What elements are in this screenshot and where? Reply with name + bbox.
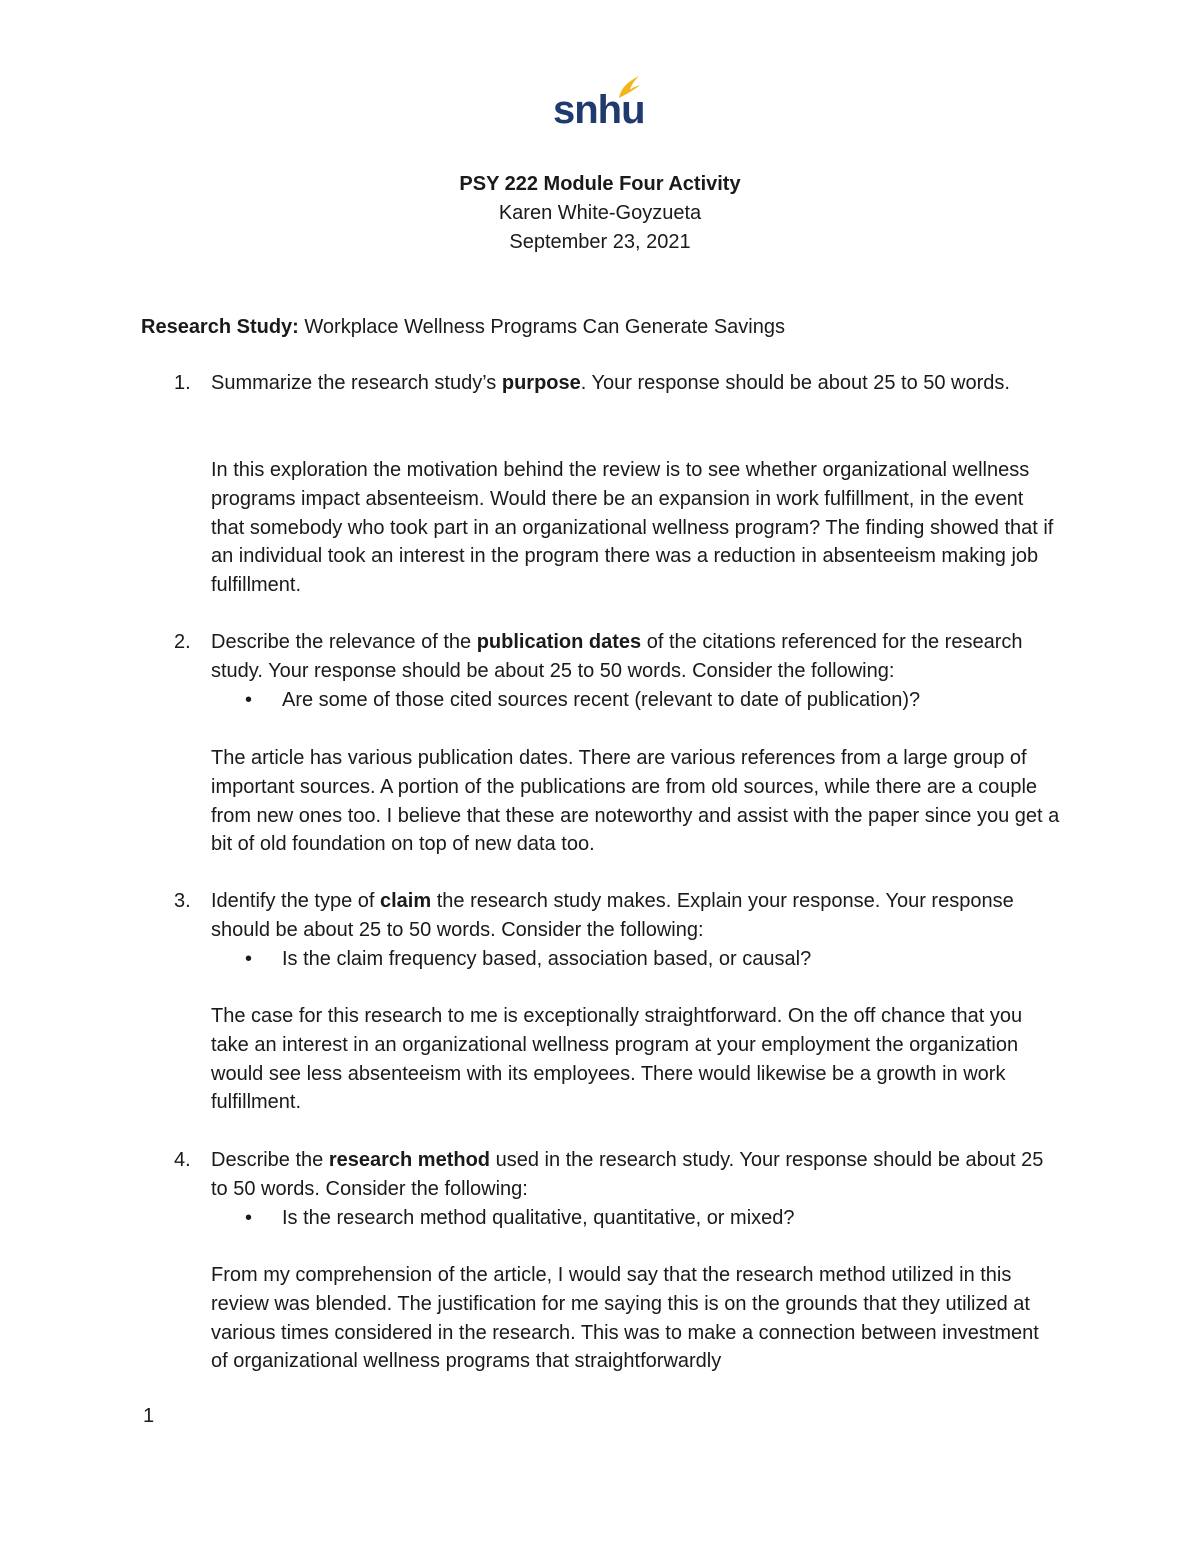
page-number: 1 — [143, 1405, 155, 1427]
document-title: PSY 222 Module Four Activity — [459, 173, 741, 195]
answer-4: From my comprehension of the article, I would say that the research method utilized in this review was blended. The justification for me saying this is on the grounds that they utilized at various times considered in the research. This was to make a connection between investment of organizational wellness programs that straightforwardly — [211, 1264, 1039, 1373]
logo-wordmark: snhu — [553, 88, 645, 132]
document-date: September 23, 2021 — [509, 231, 691, 253]
question-number: 1. — [174, 372, 191, 394]
question-3 — [174, 887, 1054, 945]
research-study-line — [141, 313, 785, 341]
bullet-item: • Is the claim frequency based, association based, or causal? — [245, 945, 1065, 974]
question-1 — [174, 369, 1054, 398]
author-name: Karen White-Goyzueta — [498, 202, 702, 224]
research-study-label: Research Study: — [141, 316, 299, 338]
question-text: Describe the relevance of the publication dates of the citations referenced for the research study. Your response should be about 25 to 50 words. Consider the following: — [211, 631, 1023, 682]
snhu-logo — [553, 74, 643, 132]
question-number: 4. — [174, 1149, 191, 1171]
question-text: Identify the type of claim the research study makes. Explain your response. Your response should be about 25 to 50 words. Consider the following: — [211, 890, 1014, 941]
question-2 — [174, 628, 1054, 686]
question-number: 2. — [174, 631, 191, 653]
answer-2: The article has various publication dates. There are various references from a large group of important sources. A portion of the publications are from old sources, while there are a couple from new ones too. I believe that these are noteworthy and assist with the paper since you get a bit of old foundation on top of new data too. — [211, 747, 1060, 856]
question-4 — [174, 1146, 1054, 1204]
bullet-item: • Is the research method qualitative, quantitative, or mixed? — [245, 1204, 1065, 1233]
bullet-item: • Are some of those cited sources recent (relevant to date of publication)? — [245, 686, 1065, 715]
bullet-icon: • — [245, 948, 253, 970]
question-text: Describe the research method used in the research study. Your response should be about 25 to 50 words. Consider the following: — [211, 1149, 1044, 1200]
answer-1: In this exploration the motivation behind the review is to see whether organizational wellness programs impact absenteeism. Would there be an expansion in work fulfillment, in the event that somebody who took part in an organizational wellness program? The finding showed that if an individual took an interest in the program there was a reduction in absenteeism making job fulfillment. — [211, 459, 1054, 597]
bullet-icon: • — [245, 689, 253, 711]
research-study-title: Workplace Wellness Programs Can Generate Savings — [298, 316, 785, 338]
answer-3: The case for this research to me is exceptionally straightforward. On the off chance that you take an interest in an organizational wellness program at your employment the organization would see less absenteeism with its employees. There would likewise be a growth in work fulfillment. — [211, 1005, 1023, 1114]
question-number: 3. — [174, 890, 191, 912]
bullet-icon: • — [245, 1207, 253, 1229]
question-text: Summarize the research study’s purpose. Your response should be about 25 to 50 words. — [211, 372, 1010, 394]
